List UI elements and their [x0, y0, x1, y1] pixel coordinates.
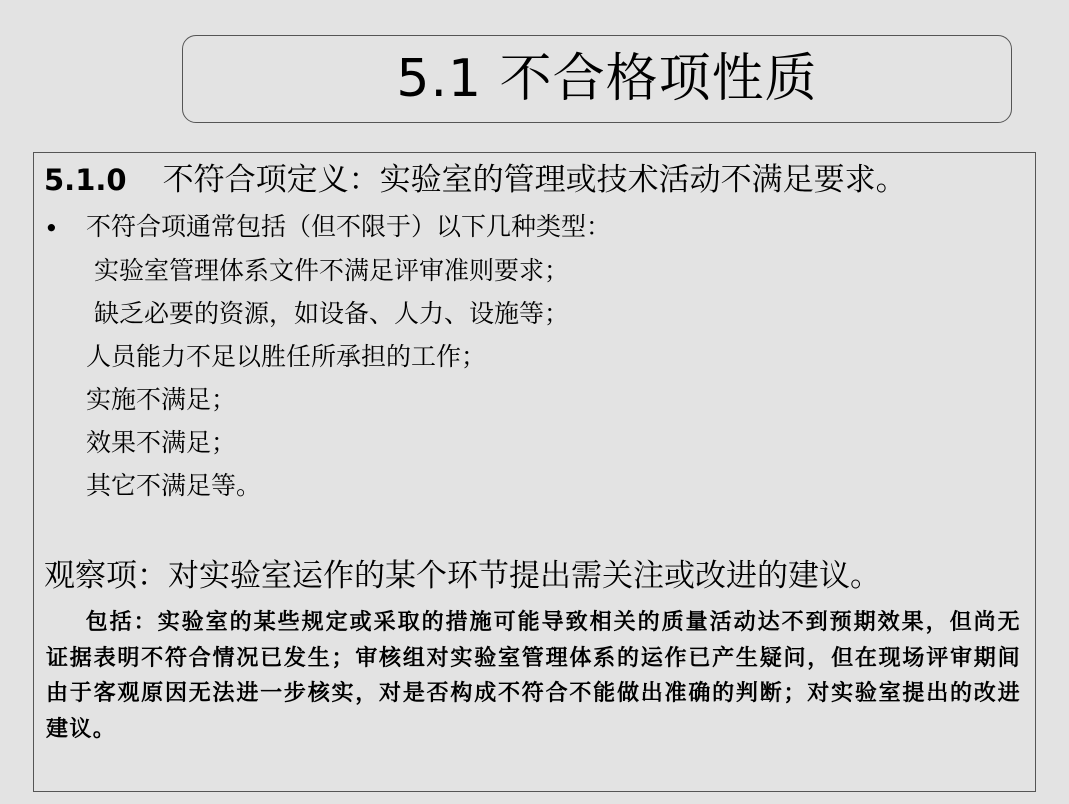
observation-heading: 观察项：对实验室运作的某个环节提出需关注或改进的建议。	[44, 558, 881, 594]
slide-title: 5.1 不合格项性质	[396, 49, 818, 109]
bullet-text: 不符合项通常包括（但不限于）以下几种类型：	[86, 212, 612, 241]
definition-text: 不符合项定义：实验室的管理或技术活动不满足要求。	[162, 162, 907, 198]
content-box	[33, 152, 1036, 792]
list-item-5: 效果不满足；	[86, 428, 237, 457]
definition-line	[44, 162, 907, 198]
list-item-6: 其它不满足等。	[86, 471, 262, 500]
observation-paragraph: 包括：实验室的某些规定或采取的措施可能导致相关的质量活动达不到预期效果，但尚无证据表明不符合情况已发生；审核组对实验室管理体系的运作已产生疑问，但在现场评审期间由于客观原因无法进一步核实，对是否构成不符合不能做出准确的判断；对实验室提出的改进建议。	[46, 609, 1021, 742]
list-item-4: 实施不满足；	[86, 385, 237, 414]
bullet-marker: •	[44, 214, 59, 243]
definition-number: 5.1.0	[44, 163, 127, 197]
title-box	[182, 35, 1012, 123]
list-item-1: 实验室管理体系文件不满足评审准则要求；	[94, 256, 570, 285]
list-item-3: 人员能力不足以胜任所承担的工作；	[86, 342, 487, 371]
list-item-2: 缺乏必要的资源，如设备、人力、设施等；	[94, 299, 570, 328]
